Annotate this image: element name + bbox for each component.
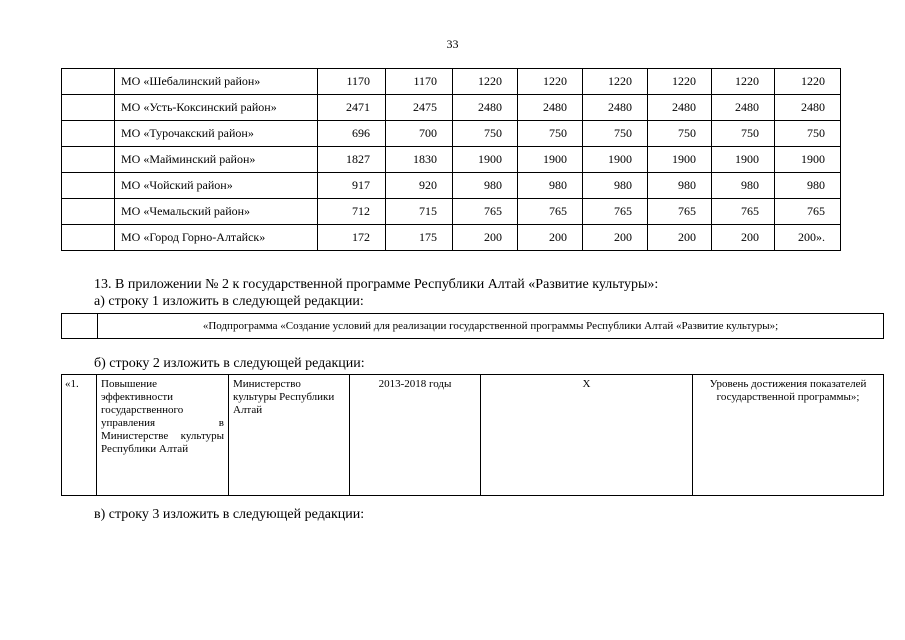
table-row	[62, 147, 841, 173]
value-cell: 1900	[583, 147, 648, 173]
value-cell: 200	[453, 225, 518, 251]
empty-cell	[62, 225, 115, 251]
indicator-cell: Уровень достижения показателей государственной программы»;	[693, 375, 884, 496]
municipality-name-cell: МО «Город Горно-Алтайск»	[115, 225, 318, 251]
municipality-name-cell: МО «Турочакский район»	[115, 121, 318, 147]
subprogram-title-cell: «Подпрограмма «Создание условий для реализации государственной программы Республики Алтай «Развитие культуры»;	[98, 314, 884, 339]
municipality-name-cell: МО «Шебалинский район»	[115, 69, 318, 95]
value-cell: 696	[318, 121, 386, 147]
value-cell: 2480	[775, 95, 841, 121]
table-row	[62, 173, 841, 199]
value-cell: 980	[518, 173, 583, 199]
value-cell: 980	[583, 173, 648, 199]
value-cell: 980	[712, 173, 775, 199]
value-cell: 1900	[712, 147, 775, 173]
value-cell: 1830	[386, 147, 453, 173]
value-cell: 750	[648, 121, 712, 147]
value-cell: 1220	[453, 69, 518, 95]
subprogram-empty-cell	[62, 314, 98, 339]
table-row	[62, 225, 841, 251]
value-cell: 980	[453, 173, 518, 199]
value-cell: 765	[712, 199, 775, 225]
period-cell: 2013-2018 годы	[350, 375, 481, 496]
value-cell: 1900	[648, 147, 712, 173]
table-row	[62, 95, 841, 121]
municipality-name-cell: МО «Майминский район»	[115, 147, 318, 173]
value-cell: 2471	[318, 95, 386, 121]
value-cell: 200	[648, 225, 712, 251]
value-cell: 1827	[318, 147, 386, 173]
table-row	[62, 199, 841, 225]
value-cell: 200	[712, 225, 775, 251]
value-cell: 2480	[518, 95, 583, 121]
value-cell: 712	[318, 199, 386, 225]
value-cell: 2480	[583, 95, 648, 121]
value-cell: 750	[453, 121, 518, 147]
value-cell: 980	[775, 173, 841, 199]
value-cell: 200	[583, 225, 648, 251]
value-cell: 200».	[775, 225, 841, 251]
section-13-text: 13. В приложении № 2 к государственной программе Республики Алтай «Развитие культуры»:	[94, 277, 659, 292]
value-cell: 750	[583, 121, 648, 147]
value-cell: 1220	[712, 69, 775, 95]
value-cell: 715	[386, 199, 453, 225]
value-cell: 1220	[648, 69, 712, 95]
value-cell: 1220	[583, 69, 648, 95]
value-cell: 750	[775, 121, 841, 147]
subprogram-table	[61, 313, 884, 339]
row-number-cell: «1.	[62, 375, 97, 496]
empty-cell	[62, 199, 115, 225]
value-cell: 2480	[453, 95, 518, 121]
empty-cell	[62, 95, 115, 121]
value-cell: 750	[518, 121, 583, 147]
municipality-name-cell: МО «Чемальский район»	[115, 199, 318, 225]
item-a-text: а) строку 1 изложить в следующей редакции:	[94, 294, 364, 309]
empty-cell	[62, 147, 115, 173]
item-v-text: в) строку 3 изложить в следующей редакции:	[94, 507, 365, 522]
value-cell: 2475	[386, 95, 453, 121]
value-cell: 1170	[318, 69, 386, 95]
table-row	[62, 375, 884, 496]
municipality-name-cell: МО «Чойский район»	[115, 173, 318, 199]
value-cell: 1220	[775, 69, 841, 95]
value-cell: 172	[318, 225, 386, 251]
value-cell: 920	[386, 173, 453, 199]
row2-table	[61, 374, 884, 496]
value-cell: 765	[648, 199, 712, 225]
value-cell: 1220	[518, 69, 583, 95]
mark-cell: Х	[481, 375, 693, 496]
table-row	[62, 314, 884, 339]
value-cell: 200	[518, 225, 583, 251]
empty-cell	[62, 173, 115, 199]
municipality-name-cell: МО «Усть-Коксинский район»	[115, 95, 318, 121]
value-cell: 700	[386, 121, 453, 147]
row-title-cell: Повышение эффективности государственного управления в Министерстве культуры Республики Алтай	[97, 375, 229, 496]
value-cell: 1900	[518, 147, 583, 173]
value-cell: 1170	[386, 69, 453, 95]
empty-cell	[62, 121, 115, 147]
executor-cell: Министерство культуры Республики Алтай	[229, 375, 350, 496]
table-row	[62, 69, 841, 95]
item-b-text: б) строку 2 изложить в следующей редакции:	[94, 356, 365, 371]
value-cell: 1900	[453, 147, 518, 173]
municipal-values-table	[61, 68, 841, 251]
value-cell: 917	[318, 173, 386, 199]
value-cell: 765	[775, 199, 841, 225]
value-cell: 1900	[775, 147, 841, 173]
page-number: 33	[446, 37, 459, 51]
value-cell: 765	[453, 199, 518, 225]
empty-cell	[62, 69, 115, 95]
value-cell: 765	[583, 199, 648, 225]
value-cell: 750	[712, 121, 775, 147]
value-cell: 765	[518, 199, 583, 225]
value-cell: 175	[386, 225, 453, 251]
table-row	[62, 121, 841, 147]
value-cell: 2480	[712, 95, 775, 121]
value-cell: 2480	[648, 95, 712, 121]
value-cell: 980	[648, 173, 712, 199]
